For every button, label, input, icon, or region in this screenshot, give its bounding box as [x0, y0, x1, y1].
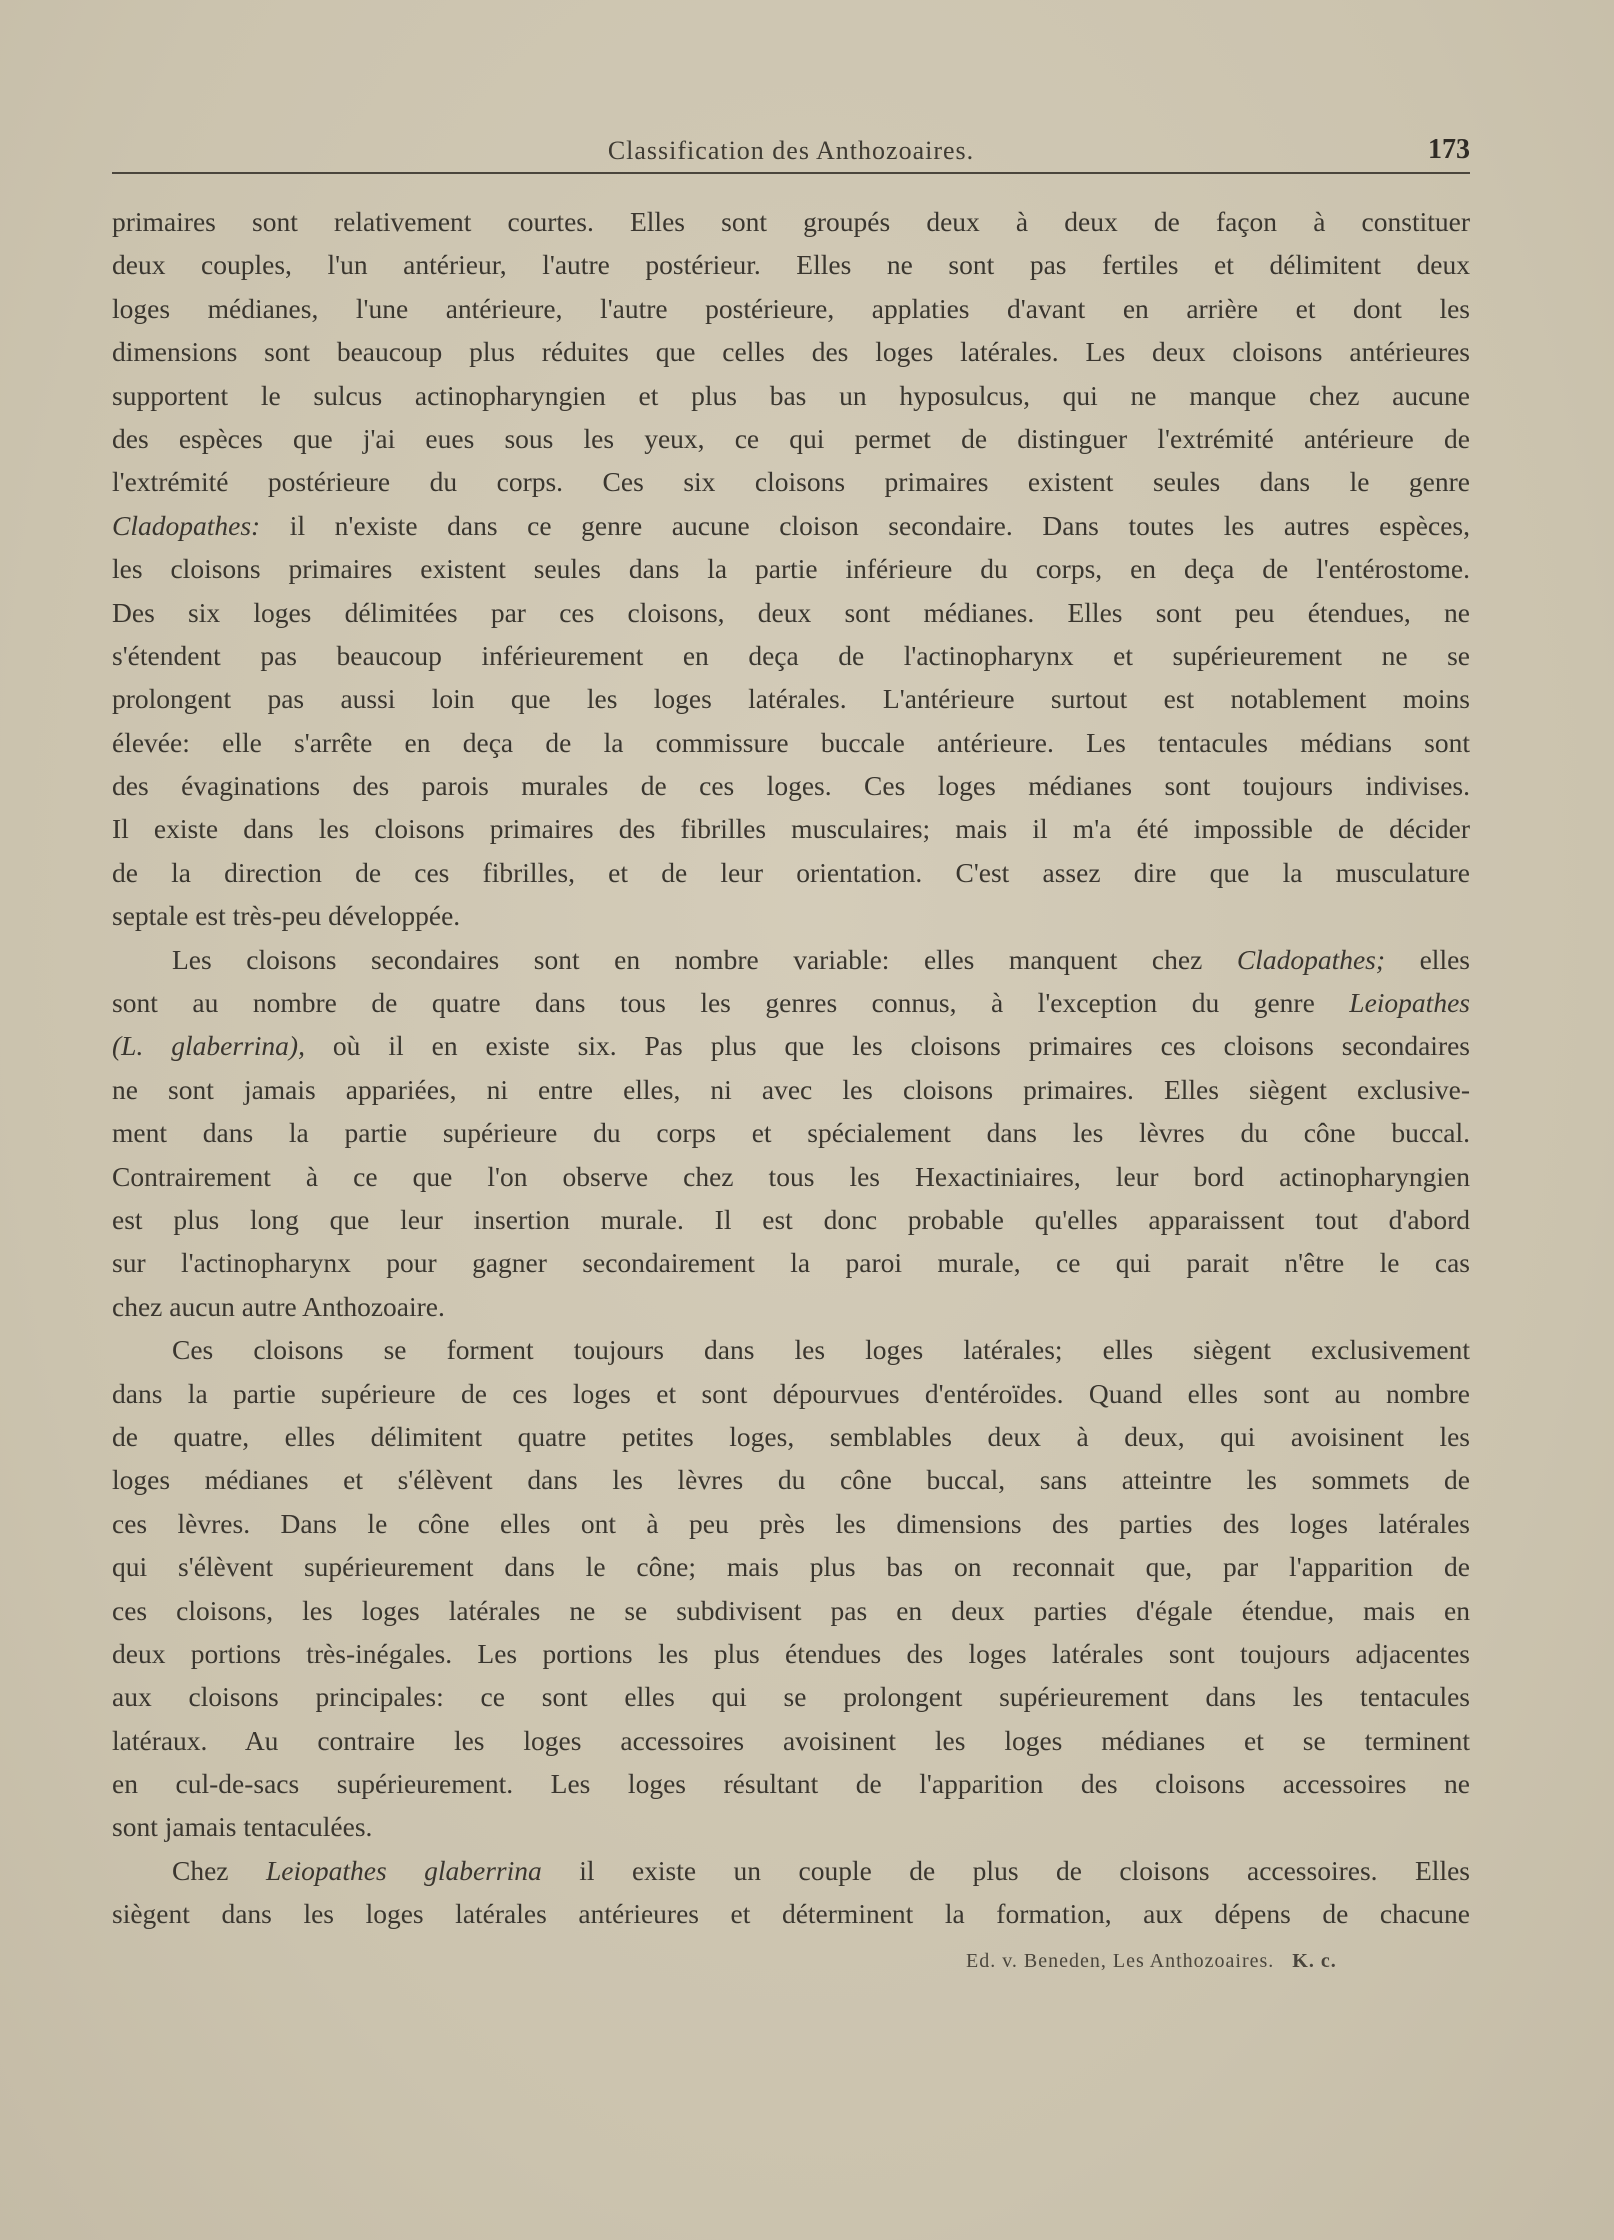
line-text: où il en existe six. Pas plus que les cloisons primaires ces cloisons secondaires	[304, 1030, 1470, 1062]
text-line	[112, 1632, 1470, 1675]
line-text: de la direction de ces fibrilles, et de leur orientation. C'est assez dire que la musculature	[112, 856, 1470, 888]
text-line	[112, 374, 1470, 417]
line-text: prolongent pas aussi loin que les loges latérales. L'antérieure surtout est notablement moins	[112, 683, 1470, 715]
line-text: en cul-de-sacs supérieurement. Les loges résultant de l'apparition des cloisons accessoires ne	[112, 1768, 1470, 1800]
text-line	[112, 1068, 1470, 1111]
text-line	[112, 460, 1470, 503]
body-text	[112, 200, 1470, 1936]
line-text: s'étendent pas beaucoup inférieurement en deça de l'actinopharynx et supérieurement ne se	[112, 639, 1470, 671]
line-text: ces lèvres. Dans le cône elles ont à peu près les dimensions des parties des loges latérales	[112, 1507, 1470, 1539]
text-line	[112, 721, 1470, 764]
italic-taxon: Leiopathes	[1349, 987, 1470, 1019]
text-line	[112, 1198, 1470, 1241]
line-text: deux portions très-inégales. Les portions les plus étendues des loges latérales sont toujours adjacentes	[112, 1637, 1470, 1669]
text-line	[112, 1155, 1470, 1198]
text-line	[112, 1024, 1470, 1067]
line-text: Les cloisons secondaires sont en nombre variable: elles manquent chez	[172, 943, 1237, 975]
line-text: il n'existe dans ce genre aucune cloison secondaire. Dans toutes les autres espèces,	[260, 509, 1470, 541]
text-line	[112, 1502, 1470, 1545]
line-text: est plus long que leur insertion murale. Il est donc probable qu'elles apparaissent tout d'abord	[112, 1203, 1470, 1235]
line-text: des espèces que j'ai eues sous les yeux, ce qui permet de distinguer l'extrémité antérieure de	[112, 422, 1470, 454]
line-text: dans la partie supérieure de ces loges et sont dépourvues d'entéroïdes. Quand elles sont au nombre	[112, 1377, 1470, 1409]
italic-taxon: Cladopathes;	[1236, 943, 1386, 975]
line-text: sur l'actinopharynx pour gagner secondairement la paroi murale, ce qui parait n'être le cas	[112, 1247, 1470, 1279]
line-text: aux cloisons principales: ce sont elles qui se prolongent supérieurement dans les tentacules	[112, 1681, 1470, 1713]
line-text: des évaginations des parois murales de ces loges. Ces loges médianes sont toujours indivises.	[112, 770, 1470, 802]
text-line	[112, 1241, 1470, 1284]
text-line	[112, 1458, 1470, 1501]
italic-taxon: (L. glaberrina),	[112, 1030, 305, 1062]
footer-source: Ed. v. Beneden, Les Anthozoaires.	[966, 1950, 1275, 1972]
line-text: les cloisons primaires existent seules dans la partie inférieure du corps, en deça de l'entérostome.	[112, 553, 1470, 585]
line-text: loges médianes, l'une antérieure, l'autre postérieure, applaties d'avant en arrière et dont les	[112, 292, 1470, 324]
signature-mark: K. c.	[1292, 1950, 1337, 1972]
line-text: élevée: elle s'arrête en deça de la commissure buccale antérieure. Les tentacules médians sont	[112, 726, 1470, 758]
text-line	[112, 504, 1470, 547]
page-header	[112, 132, 1470, 174]
text-line	[112, 1849, 1470, 1892]
text-line	[112, 1285, 1470, 1328]
line-text: sont au nombre de quatre dans tous les genres connus, à l'exception du genre	[112, 987, 1350, 1019]
text-line	[112, 200, 1470, 243]
page-number: 173	[1428, 134, 1470, 165]
text-line	[112, 634, 1470, 677]
line-text: elles	[1385, 943, 1470, 975]
text-line	[112, 1328, 1470, 1371]
running-head: Classification des Anthozoaires.	[607, 136, 975, 165]
line-text: latéraux. Au contraire les loges accessoires avoisinent les loges médianes et se terminent	[112, 1724, 1470, 1756]
text-line	[112, 894, 1470, 937]
text-line	[112, 330, 1470, 373]
line-text: dimensions sont beaucoup plus réduites que celles des loges latérales. Les deux cloisons antérieures	[112, 336, 1470, 368]
text-line	[112, 287, 1470, 330]
text-line	[112, 1545, 1470, 1588]
line-text: Il existe dans les cloisons primaires des fibrilles musculaires; mais il m'a été impossible de décider	[112, 813, 1470, 845]
text-line	[112, 1675, 1470, 1718]
text-line	[112, 1892, 1470, 1935]
text-line	[112, 547, 1470, 590]
text-line	[112, 243, 1470, 286]
text-line	[112, 1805, 1470, 1848]
line-text: primaires sont relativement courtes. Elles sont groupés deux à deux de façon à constituer	[112, 206, 1470, 237]
line-text: sont jamais tentaculées.	[112, 1811, 373, 1843]
text-line	[112, 981, 1470, 1024]
text-line	[112, 851, 1470, 894]
line-text: de quatre, elles délimitent quatre petites loges, semblables deux à deux, qui avoisinent les	[112, 1420, 1470, 1452]
line-text: il existe un couple de plus de cloisons accessoires. Elles	[541, 1854, 1470, 1886]
text-line	[112, 1415, 1470, 1458]
italic-taxon: Cladopathes:	[112, 509, 261, 541]
line-text: siègent dans les loges latérales antérieures et déterminent la formation, aux dépens de chacune	[112, 1898, 1470, 1930]
line-text: loges médianes et s'élèvent dans les lèvres du cône buccal, sans atteintre les sommets de	[112, 1464, 1470, 1496]
text-line	[112, 938, 1470, 981]
text-line	[112, 807, 1470, 850]
line-text: supportent le sulcus actinopharyngien et plus bas un hyposulcus, qui ne manque chez aucune	[112, 379, 1470, 411]
line-text: Ces cloisons se forment toujours dans les loges latérales; elles siègent exclusivement	[172, 1334, 1470, 1366]
line-text: ment dans la partie supérieure du corps et spécialement dans les lèvres du cône buccal.	[112, 1117, 1470, 1149]
text-line	[112, 591, 1470, 634]
line-text: Contrairement à ce que l'on observe chez tous les Hexactiniaires, leur bord actinopharyngien	[112, 1160, 1470, 1192]
text-line	[112, 1111, 1470, 1154]
line-text: ces cloisons, les loges latérales ne se subdivisent pas en deux parties d'égale étendue, mais en	[112, 1594, 1470, 1626]
text-line	[112, 764, 1470, 807]
line-text: septale est très-peu développée.	[112, 900, 461, 932]
line-text: Chez	[172, 1854, 266, 1886]
footer-note	[966, 1950, 1337, 1973]
line-text: deux couples, l'un antérieur, l'autre postérieur. Elles ne sont pas fertiles et délimitent deux	[112, 249, 1470, 281]
text-line	[112, 677, 1470, 720]
text-line	[112, 1762, 1470, 1805]
text-line	[112, 417, 1470, 460]
line-text: Des six loges délimitées par ces cloisons, deux sont médianes. Elles sont peu étendues, ne	[112, 596, 1470, 628]
text-line	[112, 1719, 1470, 1762]
line-text: l'extrémité postérieure du corps. Ces six cloisons primaires existent seules dans le genre	[112, 466, 1470, 498]
line-text: chez aucun autre Anthozoaire.	[112, 1290, 445, 1322]
italic-taxon: Leiopathes glaberrina	[265, 1854, 542, 1886]
text-line	[112, 1589, 1470, 1632]
line-text: qui s'élèvent supérieurement dans le cône; mais plus bas on reconnait que, par l'apparition de	[112, 1551, 1470, 1583]
line-text: ne sont jamais appariées, ni entre elles, ni avec les cloisons primaires. Elles siègent exclusive-	[112, 1073, 1470, 1105]
text-line	[112, 1372, 1470, 1415]
